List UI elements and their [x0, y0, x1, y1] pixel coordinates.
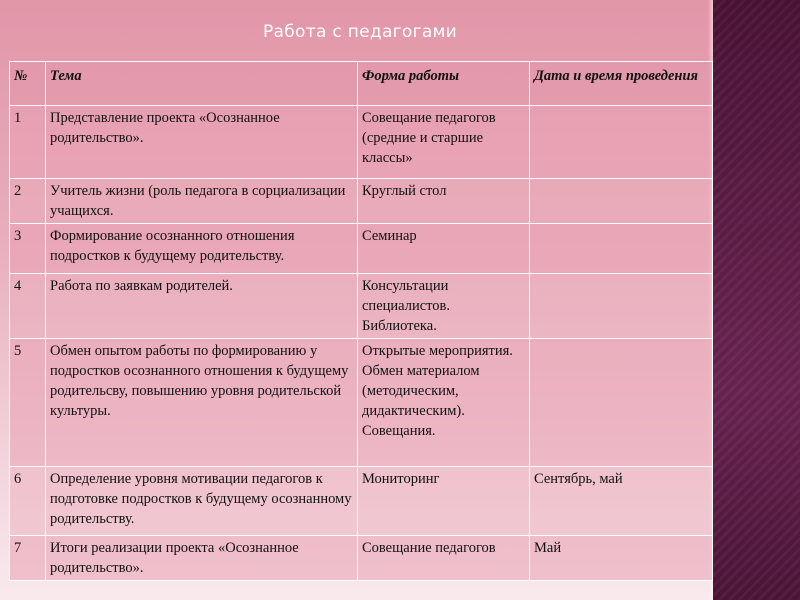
- row-date: [530, 224, 713, 274]
- row-form: Совещание педагогов: [358, 536, 530, 581]
- row-number: 7: [10, 536, 46, 581]
- row-topic: Итоги реализации проекта «Осознанное родительство».: [46, 536, 358, 581]
- row-topic: Работа по заявкам родителей.: [46, 274, 358, 339]
- row-topic: Представление проекта «Осознанное родительство».: [46, 106, 358, 179]
- header-number: №: [10, 62, 46, 106]
- row-number: 5: [10, 339, 46, 467]
- row-topic: Определение уровня мотивации педагогов к подготовке подростков к будущему осознанному родительству.: [46, 467, 358, 536]
- table-row: [10, 106, 713, 179]
- row-topic: Формирование осознанного отношения подростков к будущему родительству.: [46, 224, 358, 274]
- table-row: [10, 224, 713, 274]
- row-form: Мониторинг: [358, 467, 530, 536]
- row-number: 4: [10, 274, 46, 339]
- table-row: [10, 179, 713, 224]
- header-form: Форма работы: [358, 62, 530, 106]
- row-form: Консультации специалистов. Библиотека.: [358, 274, 530, 339]
- row-form: Семинар: [358, 224, 530, 274]
- row-form: Совещание педагогов (средние и старшие классы»: [358, 106, 530, 179]
- decorative-side-panel: [713, 0, 800, 600]
- row-number: 3: [10, 224, 46, 274]
- table-header-row: [10, 62, 713, 106]
- work-plan-table: [9, 61, 713, 581]
- page-title: Работа с педагогами: [262, 22, 458, 42]
- row-topic: Обмен опытом работы по формированию у подростков осознанного отношения к будущему родительсву, повышению уровня родительской культуры.: [46, 339, 358, 467]
- table-row: [10, 536, 713, 581]
- table-row: [10, 339, 713, 467]
- row-topic: Учитель жизни (роль педагога в сорциализации учащихся.: [46, 179, 358, 224]
- row-date: [530, 179, 713, 224]
- row-number: 2: [10, 179, 46, 224]
- row-date: [530, 274, 713, 339]
- row-date: [530, 339, 713, 467]
- row-form: Открытые мероприятия. Обмен материалом (методическим, дидактическим). Совещания.: [358, 339, 530, 467]
- row-date: [530, 106, 713, 179]
- table-row: [10, 467, 713, 536]
- table-row: [10, 274, 713, 339]
- row-form: Круглый стол: [358, 179, 530, 224]
- header-topic: Тема: [46, 62, 358, 106]
- row-date: Сентябрь, май: [530, 467, 713, 536]
- header-date: Дата и время проведения: [530, 62, 713, 106]
- row-number: 1: [10, 106, 46, 179]
- row-date: Май: [530, 536, 713, 581]
- row-number: 6: [10, 467, 46, 536]
